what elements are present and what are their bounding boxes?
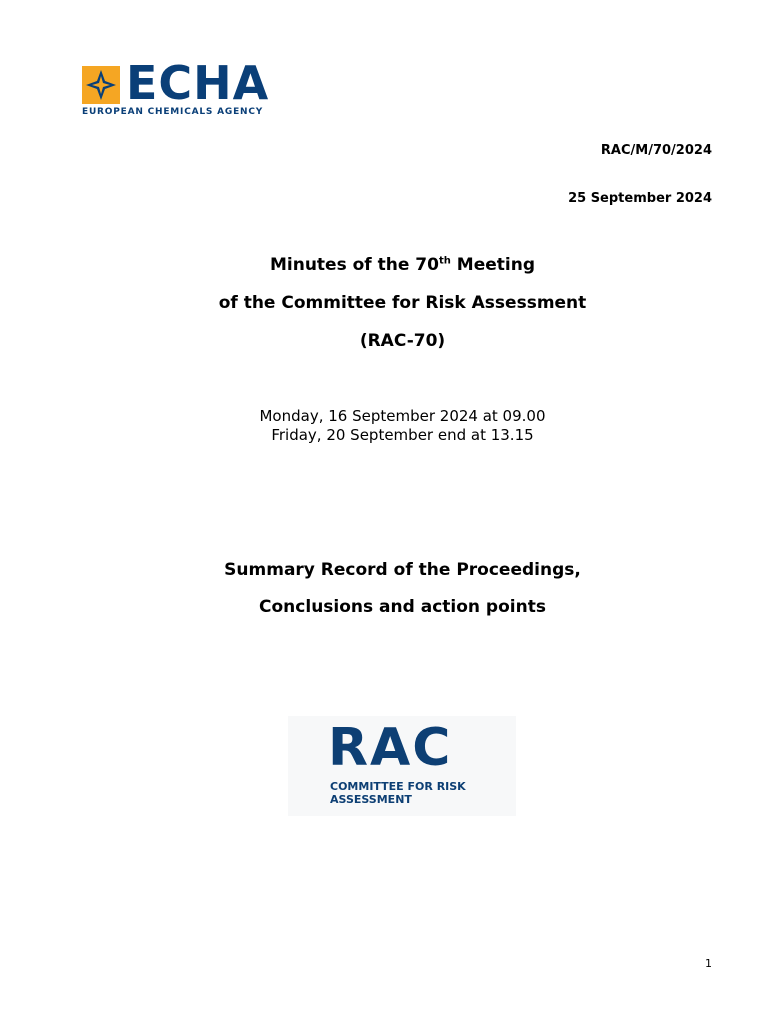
page-number: 1	[705, 957, 712, 970]
title-line-3: (RAC-70)	[359, 331, 446, 351]
rac-subtitle	[330, 780, 490, 806]
summary-line-1: Summary Record of the Proceedings,	[224, 560, 581, 580]
meeting-schedule	[0, 407, 768, 445]
title-line-1-text: Minutes of the 70	[269, 255, 439, 275]
echa-star-icon	[82, 66, 120, 104]
schedule-start: Monday, 16 September 2024 at 09.00	[259, 407, 546, 425]
title-line-2: of the Committee for Risk Assessment	[218, 293, 587, 313]
echa-wordmark: ECHA	[126, 56, 270, 110]
document-reference: RAC/M/70/2024	[600, 143, 712, 158]
rac-subtitle-line-1: COMMITTEE FOR RISK	[330, 780, 466, 793]
schedule-end: Friday, 20 September end at 13.15	[271, 426, 534, 444]
title-line-1	[0, 255, 768, 275]
summary-line-2: Conclusions and action points	[259, 597, 546, 617]
echa-logo	[82, 56, 298, 120]
document-date: 25 September 2024	[568, 191, 712, 206]
echa-subtitle: EUROPEAN CHEMICALS AGENCY	[82, 107, 264, 117]
rac-wordmark: RAC	[328, 718, 453, 778]
title-line-1-end: Meeting	[450, 255, 535, 275]
rac-logo	[288, 716, 516, 816]
title-superscript: th	[438, 255, 451, 267]
rac-subtitle-line-2: ASSESSMENT	[330, 793, 412, 806]
